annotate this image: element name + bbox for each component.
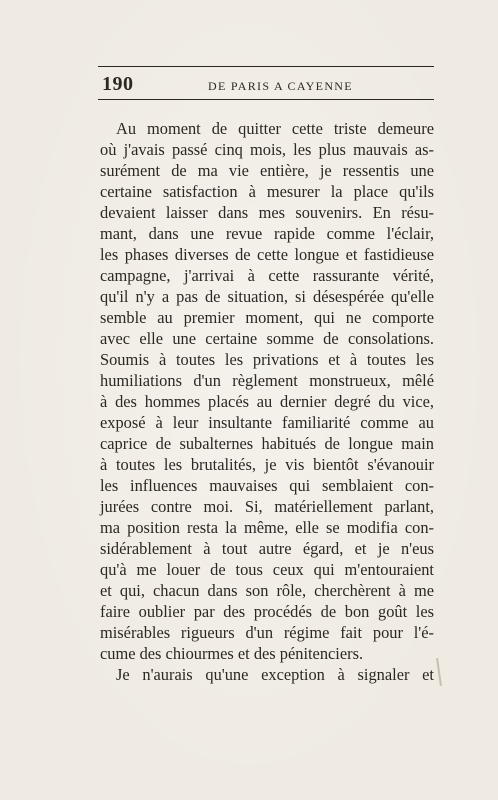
- text-line: devaient laisser dans mes souvenirs. En résu-: [100, 203, 434, 222]
- text-line: caprice de subalternes habitués de longue main: [100, 434, 434, 453]
- text-line: faire oublier par des procédés de bon goût les: [100, 602, 434, 621]
- running-head: DE PARIS A CAYENNE: [208, 79, 353, 93]
- header-rule-top: [98, 66, 434, 67]
- text-line: qu'il n'y a pas de situation, si désespérée qu'elle: [100, 287, 434, 306]
- paper-mark: [436, 658, 442, 686]
- text-line: ma position resta la même, elle se modifia con-: [100, 518, 434, 537]
- text-line: avec elle une certaine somme de consolations.: [100, 329, 434, 348]
- text-line: campagne, j'arrivai à cette rassurante vérité,: [100, 266, 434, 285]
- text-line: Soumis à toutes les privations et à toutes les: [100, 350, 434, 369]
- text-line: à toutes les brutalités, je vis bientôt s'évanouir: [100, 455, 434, 474]
- header-rule-bottom: [98, 99, 434, 100]
- text-line: et qui, chacun dans son rôle, cherchèrent à me: [100, 581, 434, 600]
- page-header: [98, 72, 434, 96]
- text-line: jurées contre moi. Si, matériellement parlant,: [100, 497, 434, 516]
- text-line: qu'à me louer de tous ceux qui m'entouraient: [100, 560, 434, 579]
- text-line: humiliations d'un règlement monstrueux, mêlé: [100, 371, 434, 390]
- text-line: sidérablement à tout autre égard, et je n'eus: [100, 539, 434, 558]
- text-line: misérables rigueurs d'un régime fait pour l'é-: [100, 623, 434, 642]
- text-line: semble au premier moment, qui ne comporte: [100, 308, 434, 327]
- text-line: surément de ma vie entière, je ressentis une: [100, 161, 434, 180]
- text-line: à des hommes placés au dernier degré du vice,: [100, 392, 434, 411]
- text-line: cume des chiourmes et des pénitenciers.: [100, 644, 364, 663]
- text-line: Je n'aurais qu'une exception à signaler et: [116, 665, 434, 684]
- text-line: certaine satisfaction à mesurer la place qu'ils: [100, 182, 434, 201]
- text-line: les influences mauvaises qui semblaient con-: [100, 476, 434, 495]
- text-line: Au moment de quitter cette triste demeure: [116, 119, 434, 138]
- text-line: exposé à leur insultante familiarité comme au: [100, 413, 434, 432]
- page-number: 190: [102, 73, 134, 95]
- text-line: mant, dans une revue rapide comme l'éclair,: [100, 224, 434, 243]
- text-line: les phases diverses de cette longue et fastidieuse: [100, 245, 434, 264]
- text-line: où j'avais passé cinq mois, les plus mauvais as-: [100, 140, 434, 159]
